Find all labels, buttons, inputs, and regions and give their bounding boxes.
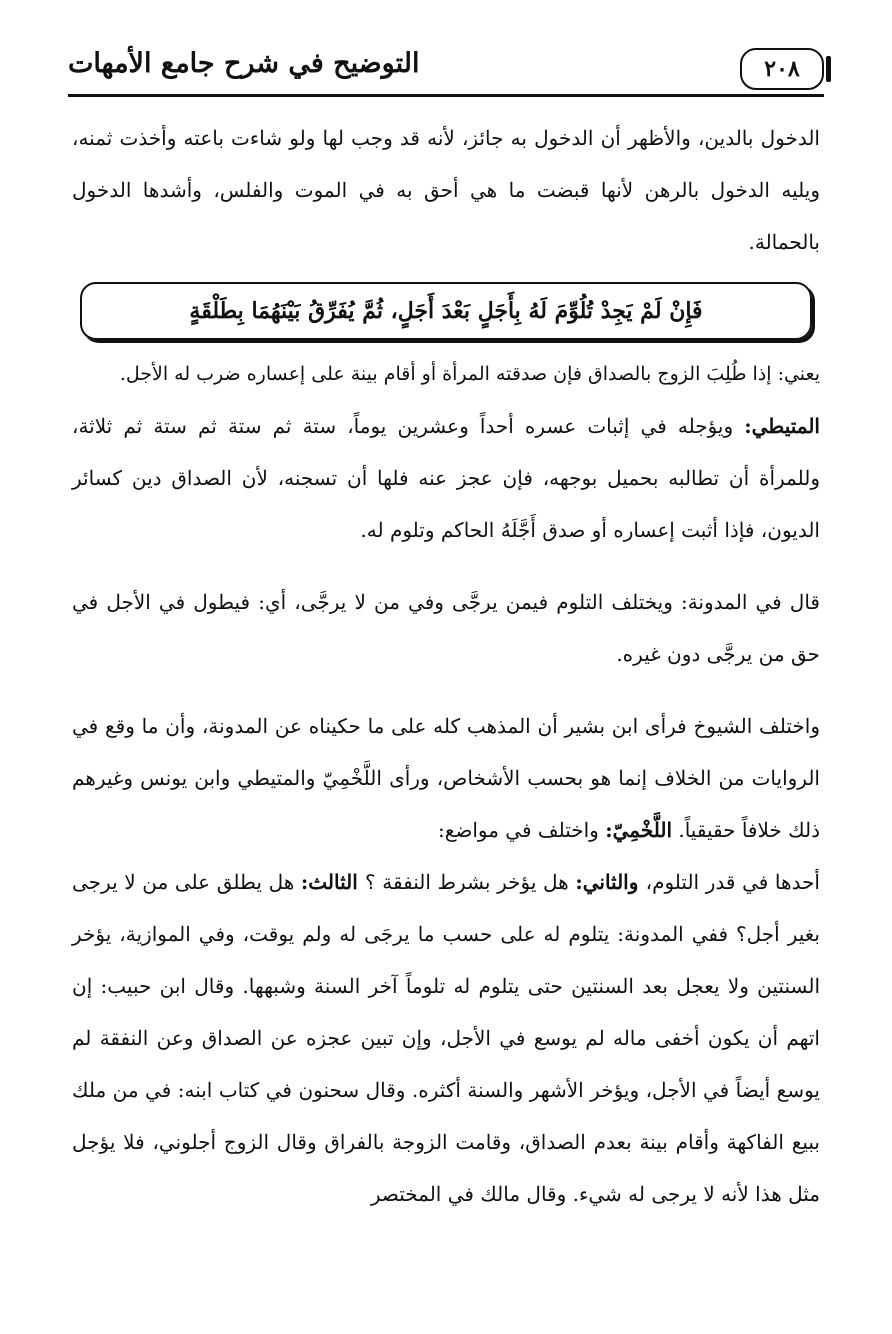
page-number-box: [740, 48, 824, 90]
paragraph-3-lead: المتيطي:: [744, 414, 820, 438]
paragraph-6-a: أحدها في قدر التلوم،: [645, 870, 820, 894]
paragraph-6: [72, 856, 820, 1220]
matn-box: [80, 282, 812, 340]
paragraph-4: قال في المدونة: ويختلف التلوم فيمن يرجَّى وفي من لا يرجَّى، أي: فيطول في الأجل في حق من يرجَّى دون غيره.: [72, 590, 820, 666]
page-header: [68, 44, 824, 94]
matn-text: فَإِنْ لَمْ يَجِدْ تُلُوِّمَ لَهُ بِأَجَلٍ بَعْدَ أَجَلٍ، ثُمَّ يُفَرِّقُ بَيْنَهُمَا بِطَلْقَةٍ: [189, 298, 703, 324]
paragraph-6-b-lead: والثاني:: [575, 870, 646, 894]
book-title: التوضيح في شرح جامع الأمهات: [68, 48, 420, 79]
page-number: ٢٠٨: [764, 56, 800, 82]
header-rule: [68, 94, 824, 97]
page-body: [72, 112, 820, 1220]
paragraph-3: [72, 400, 820, 556]
paragraph-1: الدخول بالدين، والأظهر أن الدخول به جائز، لأنه قد وجب لها ولو شاءت باعته وأخذت ثمنه، ويليه الدخول بالرهن لأنها قبضت ما هي أحق به في الموت والفلس، وأشدها الدخول بالحمالة.: [72, 126, 820, 254]
paragraph-6-c: هل يطلق على من لا يرجى بغير أجل؟ ففي المدونة: يتلوم له على حسب ما يرجَى له ولم يوقت، وفي الموازية، يؤخر السنتين ولا يعجل بعد السنتين حتى يتلوم له تلوماً آخر السنة وشبهها. وقال ابن حبيب: إن اتهم أن يكون أخفى ماله لم يوسع في الأجل، وإن تبين عجزه عن الصداق وعن النفقة لم يوسع أيضاً في الأجل، ويؤخر الأشهر والسنة أكثره. وقال سحنون في كتاب ابنه: في من ملك ببيع الفاكهة وأقام بينة بعدم الصداق، وقامت الزوجة بالفراق وقال الزوج أجلوني، فلا يؤجل مثل هذا لأنه لا يرجى له شيء. وقال مالك في المختصر: [72, 870, 820, 1206]
paragraph-5-lead: اللَّخْمِيّ:: [605, 818, 672, 842]
paragraph-6-c-lead: الثالث:: [300, 870, 366, 894]
paragraph-5-tail: واختلف في مواضع:: [437, 818, 606, 842]
paragraph-5-text: واختلف الشيوخ فرأى ابن بشير أن المذهب كله على ما حكيناه عن المدونة، وأن ما وقع في الروايات من الخلاف إنما هو بحسب الأشخاص، ورأى اللَّخْمِيّ والمتيطي وابن يونس وغيرهم ذلك خلافاً حقيقياً.: [72, 714, 820, 842]
paragraph-6-b: هل يؤخر بشرط النفقة ؟: [365, 870, 576, 894]
paragraph-2: يعني: إذا طُلِبَ الزوج بالصداق فإن صدقته المرأة أو أقام بينة على إعساره ضرب له الأجل.: [119, 363, 820, 385]
paragraph-5: [72, 700, 820, 856]
paragraph-3-text: ويؤجله في إثبات عسره أحداً وعشرين يوماً، ستة ثم ستة ثم ستة ثم ثلاثة، وللمرأة أن تطالبه بحميل بوجهه، فإن عجز عنه فلها أن تسجنه، لأن الصداق دين كسائر الديون، فإذا أثبت إعساره أو صدق أَجَّلَهُ الحاكم وتلوم له.: [72, 414, 820, 542]
